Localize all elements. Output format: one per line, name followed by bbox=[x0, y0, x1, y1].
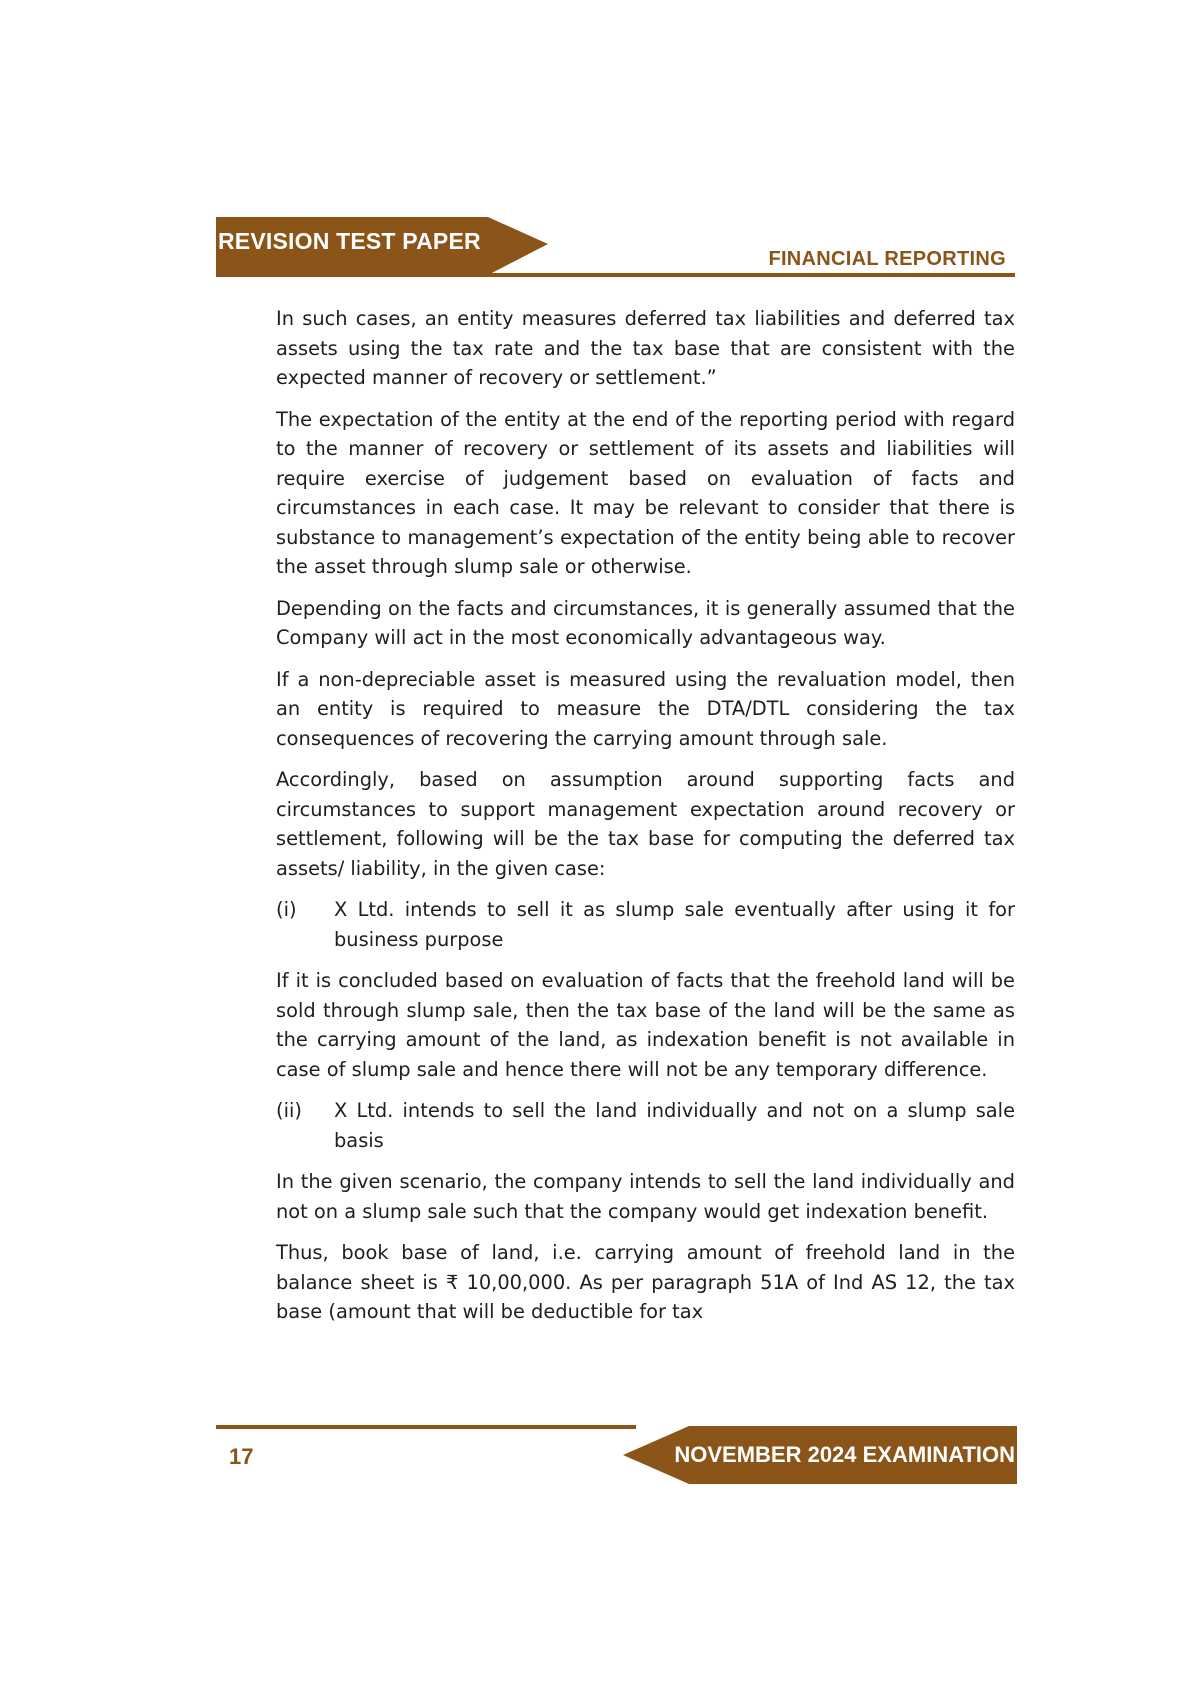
header-ribbon-label: REVISION TEST PAPER bbox=[218, 228, 481, 254]
sub-paragraph: If it is concluded based on evaluation of facts that the freehold land will be sold through slump sale, then the tax base of the land will be the same as the carrying amount of the land, as indexation benefit is not available in case of slump sale and hence there will not be any temporary difference. bbox=[276, 969, 1015, 1081]
paragraph: In such cases, an entity measures deferred tax liabilities and deferred tax assets using the tax rate and the tax base that are consistent with the expected manner of recovery or settlement.” bbox=[276, 307, 1015, 389]
footer-divider bbox=[216, 1425, 636, 1429]
page-content bbox=[276, 304, 1015, 1339]
header-subject: FINANCIAL REPORTING bbox=[768, 248, 1006, 270]
sub-paragraph: In the given scenario, the company intends to sell the land individually and not on a slump sale such that the company would get indexation benefit. bbox=[276, 1170, 1015, 1223]
list-item bbox=[276, 1096, 1015, 1155]
paragraph: Accordingly, based on assumption around supporting facts and circumstances to support management expectation around recovery or settlement, following will be the tax base for computing the deferred tax assets/ liability, in the given case: bbox=[276, 768, 1015, 880]
list-item bbox=[276, 895, 1015, 954]
paragraph: The expectation of the entity at the end of the reporting period with regard to the manner of recovery or settlement of its assets and liabilities will require exercise of judgement based on evaluation of facts and circumstances in each case. It may be relevant to consider that there is substance to management’s expectation of the entity being able to recover the asset through slump sale or otherwise. bbox=[276, 407, 1015, 578]
header-divider bbox=[216, 273, 1015, 277]
sub-paragraph: Thus, book base of land, i.e. carrying amount of freehold land in the balance sheet is ₹ 10,00,000. As per paragraph 51A of Ind AS 12, the tax base (amount that will be deductible for tax bbox=[276, 1241, 1015, 1323]
page-number: 17 bbox=[229, 1444, 254, 1469]
footer-exam-label: NOVEMBER 2024 EXAMINATION bbox=[674, 1442, 1015, 1467]
paragraph: If a non-depreciable asset is measured using the revaluation model, then an entity is required to measure the DTA/DTL considering the tax consequences of recovering the carrying amount through sale. bbox=[276, 667, 1015, 750]
list-heading: X Ltd. intends to sell the land individually and not on a slump sale basis bbox=[334, 1099, 1015, 1152]
paragraph: Depending on the facts and circumstances, it is generally assumed that the Company will act in the most economically advantageous way. bbox=[276, 596, 1015, 649]
list-number: (ii) bbox=[276, 1099, 302, 1122]
list-heading: X Ltd. intends to sell it as slump sale eventually after using it for business purpose bbox=[334, 898, 1015, 951]
list-number: (i) bbox=[276, 898, 297, 921]
